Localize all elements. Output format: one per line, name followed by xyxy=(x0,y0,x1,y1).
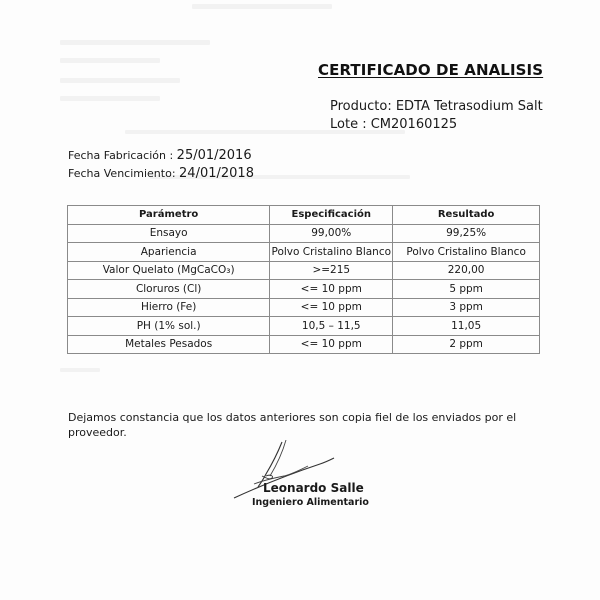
bleed-through-mark xyxy=(192,4,332,9)
signer-title: Ingeniero Alimentario xyxy=(252,497,369,508)
lot-line xyxy=(330,116,543,134)
lot-label: Lote : xyxy=(330,117,367,132)
manufacture-date-label: Fecha Fabricación : xyxy=(68,149,174,162)
cell-specification: 10,5 – 11,5 xyxy=(270,317,393,336)
product-line xyxy=(330,98,543,116)
cell-result: Polvo Cristalino Blanco xyxy=(393,243,540,262)
table-row xyxy=(68,224,540,243)
cell-result: 2 ppm xyxy=(393,335,540,354)
cell-parameter: Ensayo xyxy=(68,224,270,243)
bleed-through-mark xyxy=(60,58,160,63)
table-row xyxy=(68,243,540,262)
table-header-row xyxy=(68,206,540,225)
table-row xyxy=(68,280,540,299)
product-value: EDTA Tetrasodium Salt xyxy=(395,99,543,114)
expiry-date-value: 24/01/2018 xyxy=(179,166,254,181)
cell-result: 11,05 xyxy=(393,317,540,336)
cell-result: 220,00 xyxy=(393,261,540,280)
cell-specification: 99,00% xyxy=(270,224,393,243)
table-row xyxy=(68,261,540,280)
dates-block xyxy=(68,147,254,183)
table-row xyxy=(68,335,540,354)
cell-parameter: Apariencia xyxy=(68,243,270,262)
expiry-date-label: Fecha Vencimiento: xyxy=(68,167,176,180)
header-result: Resultado xyxy=(393,206,540,225)
lot-value: CM20160125 xyxy=(370,117,458,132)
cell-result: 99,25% xyxy=(393,224,540,243)
certification-statement: Dejamos constancia que los datos anteriores son copia fiel de los enviados por el proveedor. xyxy=(68,411,517,439)
document-title: CERTIFICADO DE ANALISIS xyxy=(318,61,544,79)
bleed-through-mark xyxy=(60,96,160,101)
signer-name: Leonardo Salle xyxy=(263,481,364,495)
cell-specification: <= 10 ppm xyxy=(270,335,393,354)
table-row xyxy=(68,298,540,317)
cell-parameter: Hierro (Fe) xyxy=(68,298,270,317)
header-parameter: Parámetro xyxy=(68,206,270,225)
cell-specification: <= 10 ppm xyxy=(270,280,393,299)
cell-parameter: Metales Pesados xyxy=(68,335,270,354)
bleed-through-mark xyxy=(60,78,180,83)
expiry-date-line xyxy=(68,165,254,183)
cell-specification: >=215 xyxy=(270,261,393,280)
cell-parameter: Cloruros (Cl) xyxy=(68,280,270,299)
header-specification: Especificación xyxy=(270,206,393,225)
cell-parameter: Valor Quelato (MgCaCO₃) xyxy=(68,261,270,280)
bleed-through-mark xyxy=(60,40,210,45)
cell-parameter: PH (1% sol.) xyxy=(68,317,270,336)
cell-result: 5 ppm xyxy=(393,280,540,299)
cell-specification: Polvo Cristalino Blanco xyxy=(270,243,393,262)
cell-specification: <= 10 ppm xyxy=(270,298,393,317)
analysis-table xyxy=(67,205,540,354)
product-block xyxy=(330,98,543,134)
manufacture-date-value: 25/01/2016 xyxy=(176,148,252,163)
table-row xyxy=(68,317,540,336)
product-label: Producto: xyxy=(330,99,392,114)
cell-result: 3 ppm xyxy=(393,298,540,317)
bleed-through-mark xyxy=(60,368,100,372)
manufacture-date-line xyxy=(68,147,254,165)
